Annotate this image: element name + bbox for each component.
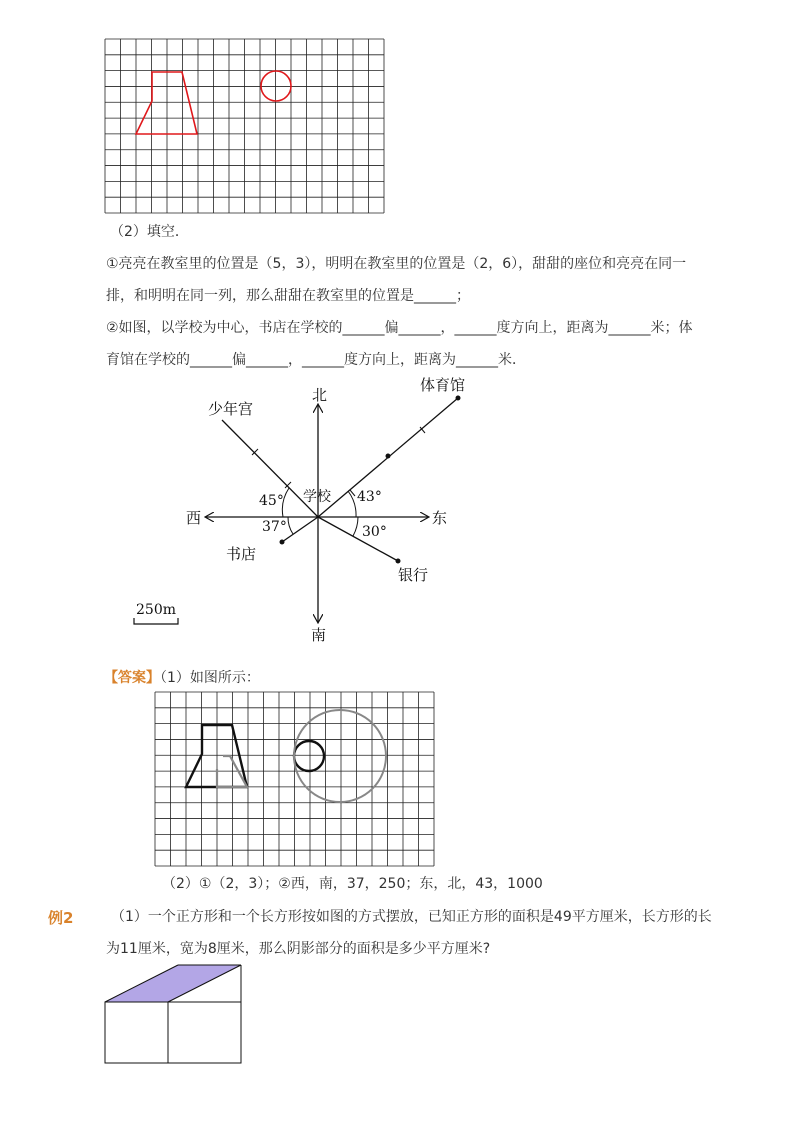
scale-label: 250m (136, 602, 176, 618)
west-label: 西 (186, 509, 202, 527)
answer-part-1: （1）如图所示： (160, 670, 260, 686)
answer-label: 【答案】 (104, 670, 160, 686)
angle-arc-ne (348, 491, 356, 517)
example-line-1: （1）一个正方形和一个长方形按如图的方式摆放，已知正方形的面积是49平方厘米，长方形的长 (111, 909, 712, 925)
example-line-2: 为11厘米，宽为8厘米，那么阴影部分的面积是多少平方厘米? (106, 941, 491, 957)
north-label: 北 (312, 386, 328, 404)
example-label: 例2 (48, 909, 74, 927)
q2-line-2: 排，和明明在同一列，那么甜甜在教室里的位置是______； (106, 288, 470, 304)
square-shape (105, 1002, 168, 1063)
bank-label: 银行 (398, 566, 429, 584)
rectangle-shape (168, 1002, 241, 1063)
gym-label: 体育馆 (420, 376, 466, 394)
q2-line-4: 育馆在学校的______偏______，______度方向上，距离为______米． (106, 352, 526, 368)
youth-palace-label: 少年宫 (208, 400, 254, 418)
shaded-parallelogram (105, 965, 241, 1002)
south-label: 南 (311, 626, 327, 644)
angle-se-label: 30° (362, 524, 387, 540)
angle-nw-label: 45° (259, 493, 284, 509)
gym-point (456, 396, 461, 401)
q2-line-3: ②如图，以学校为中心，书店在学校的______偏______，______度方向上，距离为______米；体 (106, 320, 693, 336)
square-rectangle-figure (105, 965, 245, 1065)
bank-point (396, 559, 401, 564)
angle-ne-label: 43° (357, 489, 382, 505)
q2-line-1: ①亮亮在教室里的位置是（5，3），明明在教室里的位置是（2，6），甜甜的座位和亮亮在同一 (106, 256, 687, 272)
answer-grid-figure (155, 692, 435, 867)
scale-bar (134, 618, 178, 624)
angle-arc-sw (288, 517, 293, 534)
answer-small-circle (294, 741, 324, 771)
answer-part-2: （2）①（2，3）；②西，南，37，250；东，北，43，1000 (162, 876, 543, 892)
angle-sw-label: 37° (262, 519, 287, 535)
angle-arc-se (353, 517, 358, 536)
school-label: 学校 (303, 489, 331, 505)
bookstore-ray (282, 517, 318, 542)
q2-heading: （2）填空． (110, 224, 189, 240)
gym-mid-point (386, 454, 391, 459)
east-label: 东 (432, 509, 448, 527)
grid-lines (155, 692, 434, 866)
bookstore-point (280, 540, 285, 545)
bookstore-label: 书店 (226, 545, 257, 563)
